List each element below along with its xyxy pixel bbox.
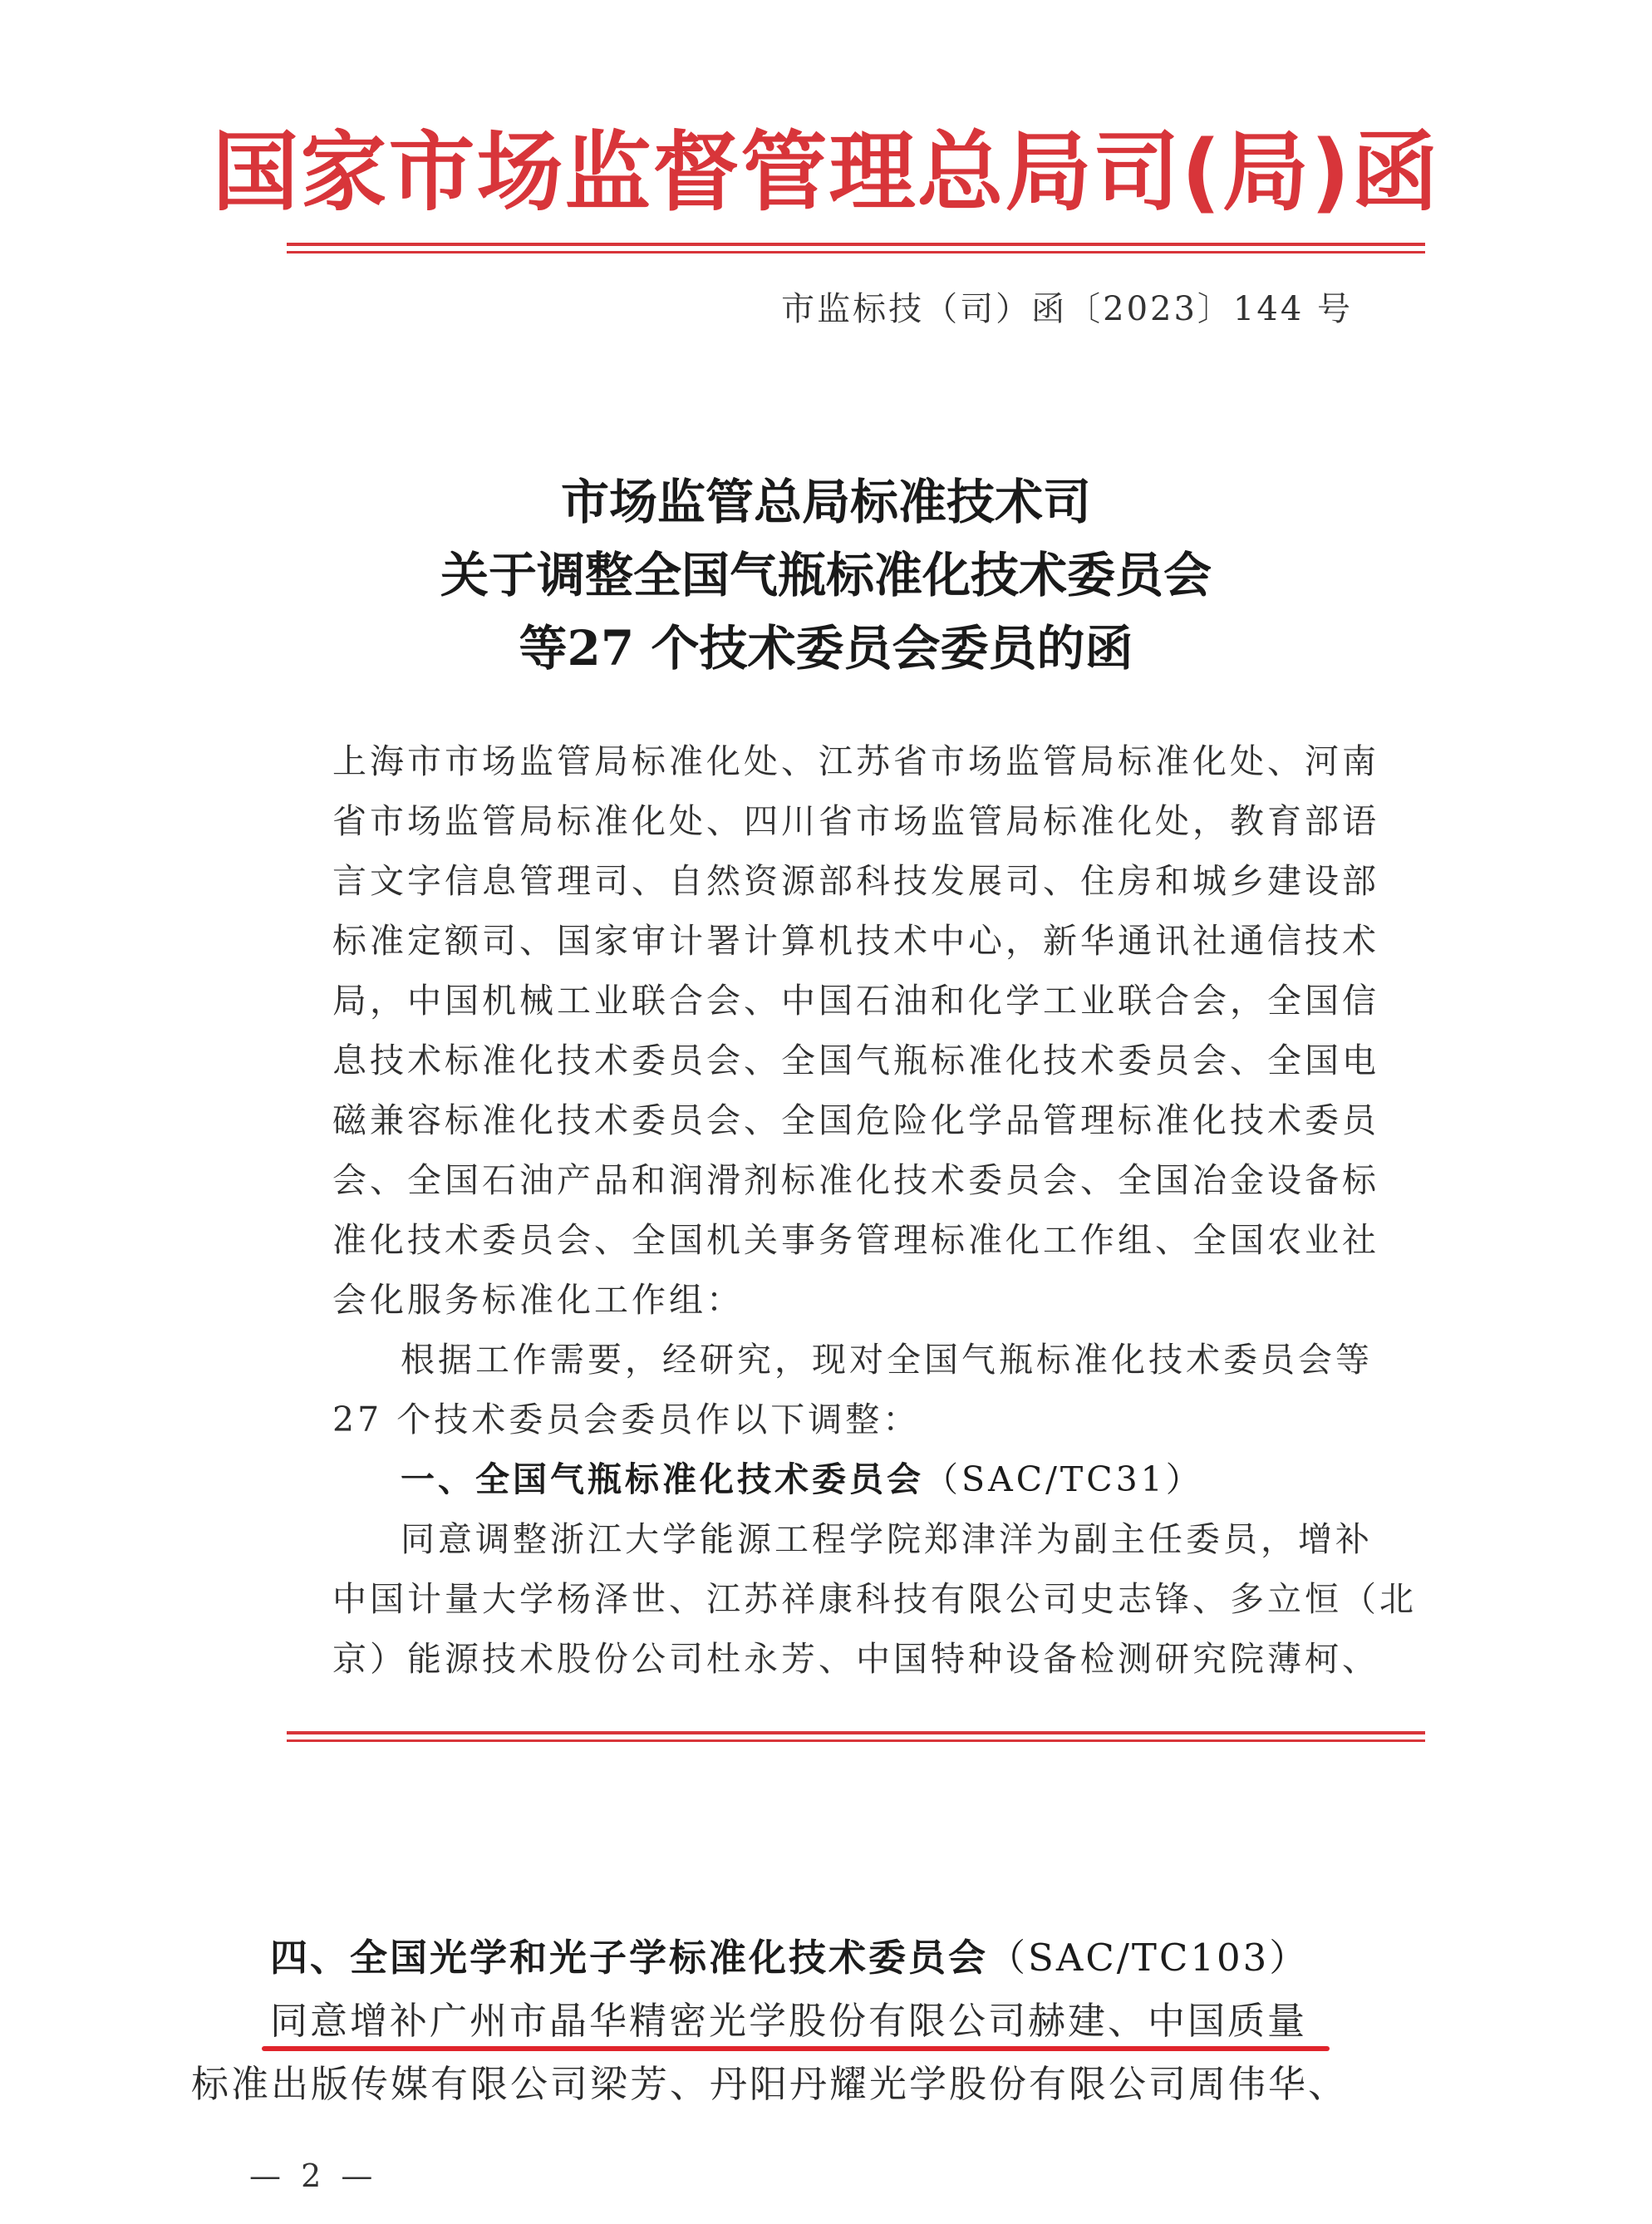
section-line: 京）能源技术股份公司杜永芳、中国特种设备检测研究院薄柯、 xyxy=(332,1639,1379,1679)
section-code: （SAC/TC103） xyxy=(988,1936,1310,1980)
divider-red-rule xyxy=(287,1731,1425,1734)
title-line: 等27 个技术委员会委员的函 xyxy=(519,620,1133,677)
section-code: （SAC/TC31） xyxy=(924,1459,1203,1499)
recipients-line: 息技术标准化技术委员会、全国气瓶标准化技术委员会、全国电 xyxy=(332,1041,1379,1080)
recipients-line: 言文字信息管理司、自然资源部科技发展司、住房和城乡建设部 xyxy=(332,861,1379,901)
recipients-line: 会、全国石油产品和润滑剂标准化技术委员会、全国冶金设备标 xyxy=(332,1160,1379,1200)
recipients-line: 标准定额司、国家审计署计算机技术中心，新华通讯社通信技术 xyxy=(332,921,1379,961)
section-heading xyxy=(191,1926,1487,1990)
recipients-line: 会化服务标准化工作组： xyxy=(332,1280,744,1320)
highlighted-line: 同意增补广州市晶华精密光学股份有限公司赫建、中国质量 xyxy=(270,1999,1308,2043)
section-line: 中国计量大学杨泽世、江苏祥康科技有限公司史志锋、多立恒（北 xyxy=(332,1579,1417,1619)
section-heading-text: 四、全国光学和光子学标准化技术委员会 xyxy=(270,1936,989,1980)
intro-line: 27 个技术委员会委员作以下调整： xyxy=(332,1400,921,1439)
section-four xyxy=(191,1926,1487,2116)
page-number: — 2 — xyxy=(249,2158,378,2194)
document-body xyxy=(332,731,1417,1689)
recipients-line: 上海市市场监管局标准化处、江苏省市场监管局标准化处、河南 xyxy=(332,741,1379,781)
title-line: 关于调整全国气瓶标准化技术委员会 xyxy=(440,547,1212,603)
recipients-line: 磁兼容标准化技术委员会、全国危险化学品管理标准化技术委员 xyxy=(332,1100,1379,1140)
section-heading-text: 一、全国气瓶标准化技术委员会 xyxy=(401,1459,924,1499)
divider-red-rule-thin xyxy=(287,1739,1425,1742)
header-red-rule xyxy=(287,243,1425,246)
header-red-rule-thin xyxy=(287,251,1425,253)
section-line xyxy=(191,1990,1487,2053)
agency-header-title: 国家市场监督管理总局司(局)函 xyxy=(212,121,1440,223)
red-underline-highlight xyxy=(262,2046,1330,2051)
title-line: 市场监管总局标准技术司 xyxy=(560,474,1091,530)
section-line: 同意调整浙江大学能源工程学院郑津洋为副主任委员，增补 xyxy=(401,1519,1373,1559)
document-title xyxy=(0,465,1652,685)
recipients-line: 准化技术委员会、全国机关事务管理标准化工作组、全国农业社 xyxy=(332,1220,1379,1260)
section-line: 标准出版传媒有限公司梁芳、丹阳丹耀光学股份有限公司周伟华、 xyxy=(191,2062,1349,2106)
recipients-line: 局，中国机械工业联合会、中国石油和化学工业联合会，全国信 xyxy=(332,981,1379,1021)
section-heading xyxy=(332,1449,1355,1509)
intro-line: 根据工作需要，经研究，现对全国气瓶标准化技术委员会等 xyxy=(401,1340,1373,1380)
document-number: 市监标技（司）函〔2023〕144 号 xyxy=(781,290,1353,328)
recipients-line: 省市场监管局标准化处、四川省市场监管局标准化处，教育部语 xyxy=(332,801,1379,841)
